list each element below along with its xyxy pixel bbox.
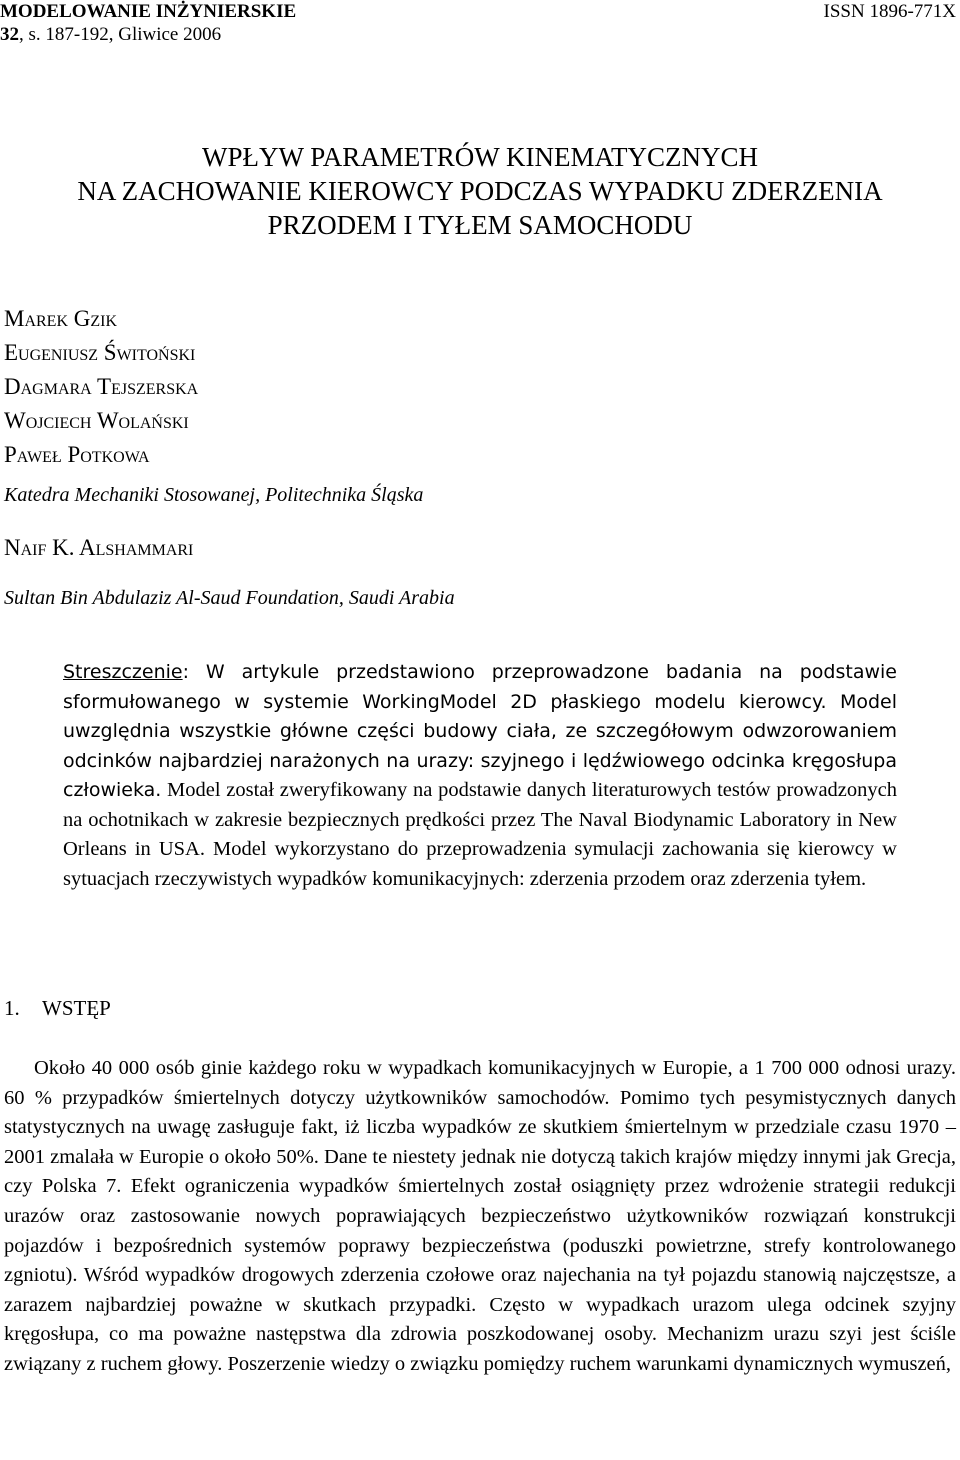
body-paragraph [4,1054,956,1380]
section-number: 1. [4,996,20,1020]
author-name: Paweł Potkowa [4,442,150,467]
page-header [0,0,960,45]
author-name-second-group: Naif K. Alshammari [4,535,194,560]
abstract-text-1: : W artykule przedstawiono przeprowadzone badania na podstawie sformułowanego w systemie WorkingModel 2D płaskiego modelu kierowcy. Model uwzględnia wszystkie główne części budowy ciała, ze szczegółowym odwzorowaniem odcinków najbardziej narażonych na urazy: szyjnego i lędźwiowego odcinka kręgosłupa człowieka. [63,661,897,801]
issn: ISSN 1896-771X [823,1,956,22]
title-line: NA ZACHOWANIE KIEROWCY PODCZAS WYPADKU ZDERZENIA [77,176,883,206]
abstract [63,658,897,894]
journal-name: MODELOWANIE INŻYNIERSKIE [0,1,297,22]
abstract-label: Streszczenie [63,661,183,683]
pages-info: , s. 187-192, Gliwice 2006 [19,24,222,45]
affiliation-primary: Katedra Mechaniki Stosowanej, Politechnika Śląska [4,484,424,506]
volume-pages [0,23,221,46]
title-line: WPŁYW PARAMETRÓW KINEMATYCZNYCH [201,142,759,172]
section-heading [4,996,111,1021]
section-title: WSTĘP [42,996,111,1020]
author-name: Wojciech Wolański [4,408,189,433]
author-name: Eugeniusz Świtoński [4,340,196,365]
body-text: Około 40 000 osób ginie każdego roku w wypadkach komunikacyjnych w Europie, a 1 700 000 odnosi urazy. 60 % przypadków śmiertelnych dotyczy użytkowników samochodów. Pomimo tych pesymistycznych danych statystycznych na uwagę zasługuje fakt, iż liczba wypadków ze skutkiem śmiertelnym w przedziale czasu 1970 – 2001 zmalała w Europie o około 50%. Dane te niestety jednak nie dotyczą takich krajów między innymi jak Grecja, czy Polska 7. Efekt ograniczenia wypadków śmiertelnych został osiągnięty przez wdrożenie strategii redukcji urazów oraz zastosowanie nowych poprawiających bezpieczeństwo użytkowników rozwiązań konstrukcji pojazdów i bezpośrednich systemów poprawy bezpieczeństwa (poduszki powietrzne, strefy kontrolowanego zgniotu). Wśród wypadków drogowych zderzenia czołowe oraz najechania na tył pojazdu stanowią najczęstsze, a zarazem najbardziej poważne w skutkach przypadki. Często w wypadkach urazom ulega odcinek szyjny kręgosłupa, co ma poważne następstwa dla zdrowia poszkodowanej osoby. Mechanizm urazu szyi jest ściśle związany z ruchem głowy. Poszerzenie wiedzy o związku pomiędzy ruchem warunkami dynamicznych wymuszeń, [4,1057,956,1375]
volume-number: 32 [0,24,19,45]
paper-title [0,140,960,242]
author-list [4,302,198,472]
abstract-text-2: Model został zweryfikowany na podstawie danych literaturowych testów prowadzonych na ochotnikach w zakresie bezpiecznych prędkości przez The Naval Biodynamic Laboratory in New Orleans in USA. Model wykorzystano do przeprowadzenia symulacji zachowania się kierowcy w sytuacjach rzeczywistych wypadków komunikacyjnych: zderzenia przodem oraz zderzenia tyłem. [63,779,897,890]
author-name: Marek Gzik [4,306,118,331]
title-line: PRZODEM I TYŁEM SAMOCHODU [267,210,693,240]
author-name: Dagmara Tejszerska [4,374,199,399]
affiliation-secondary: Sultan Bin Abdulaziz Al-Saud Foundation, Saudi Arabia [4,587,455,609]
